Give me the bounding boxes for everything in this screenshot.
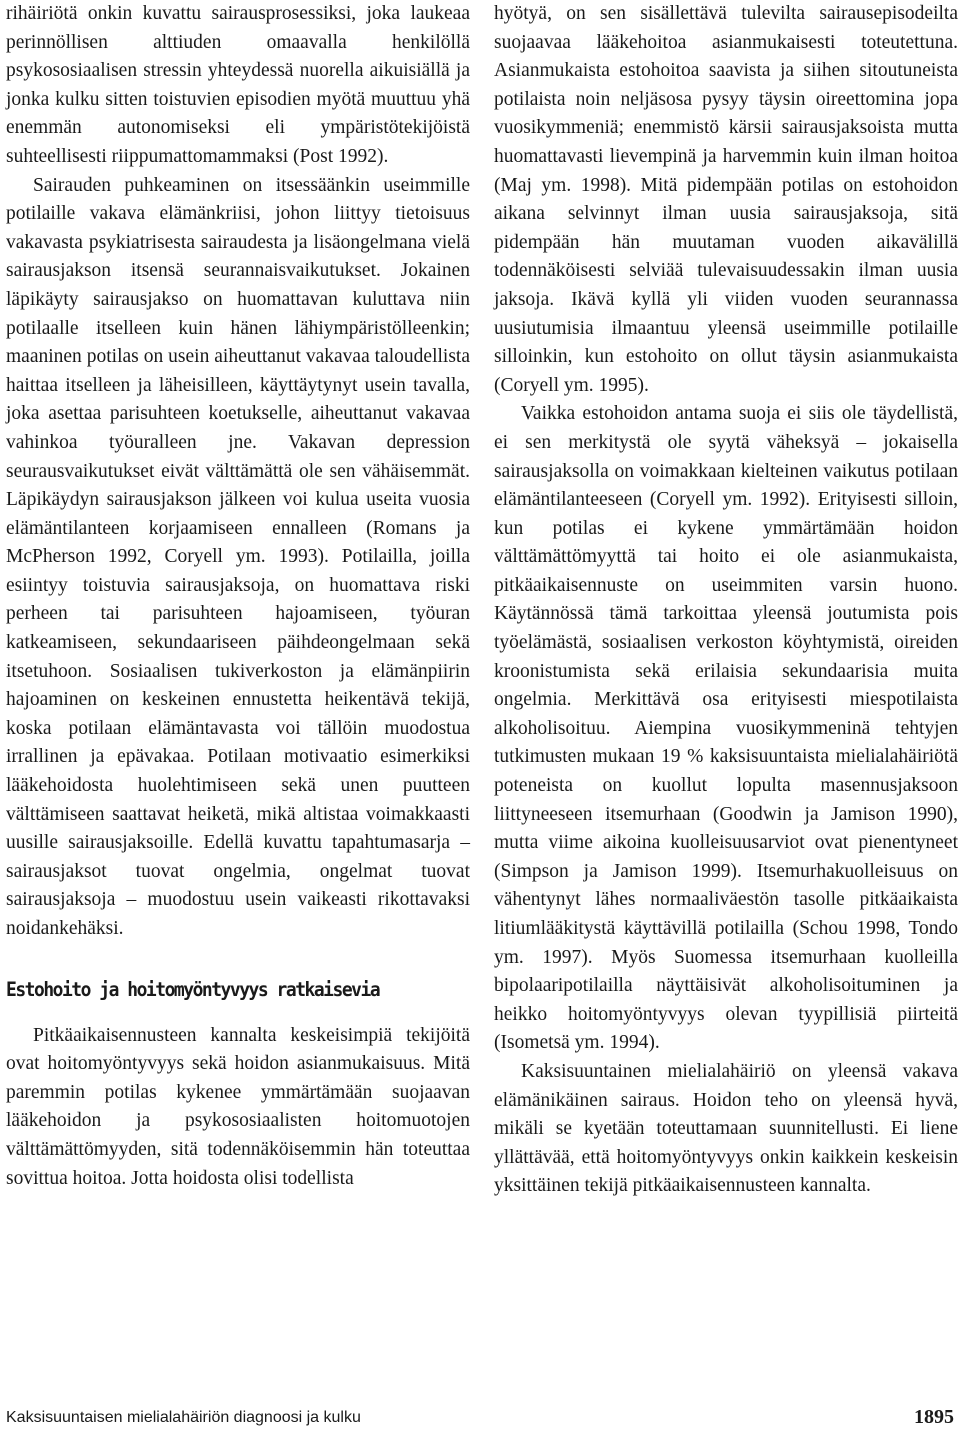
left-paragraph-3: Pitkäaikaisennusteen kannalta keskeisimpiä tekijöitä ovat hoitomyöntyvyys sekä hoidon asianmukaisuus. Mitä paremmin potilas kykenee ymmärtämään suojaavan lääkehoidon ja psykososiaalisten hoitomuotojen välttämättömyyden, sitä todennäköisemmin hän toteuttaa sovittua hoitoa. Jotta hoidosta olisi todellista — [6, 1024, 470, 1189]
left-paragraph-2: Sairauden puhkeaminen on itsessäänkin useimmille potilaille vakava elämänkriisi, johon liittyy tietoisuus vakavasta psykiatrisesta sairaudesta ja lisäongelmana vielä sairausjakson itsensä seurannaisvaikutukset. Jokainen läpikäyty sairausjakso on huomattavan kuluttava niin potilaalle itselleen kuin hänen lähiympäristölleenkin; maaninen potilas on usein aiheuttanut vakavaa taloudellista haittaa itselleen ja läheisilleen, käyttäytynyt usein tavalla, joka asettaa parisuhteen koetukselle, aiheuttanut vakavaa vahinkoa työuralleen jne. Vakavan depression seurausvaikutukset eivät välttämättä ole sen vähäisemmät. Läpikäydyn sairausjakson jälkeen voi kulua useita vuosia elämäntilanteen korjaamiseen ennalleen (Romans ja McPherson 1992, Coryell ym. 1993). Potilailla, joilla esiintyy toistuvia sairausjaksoja, on huomattava riski perheen tai parisuhteen hajoamiseen, työuran katkeamiseen, sekundaariseen päihdeongelmaan sekä itsetuhoon. Sosiaalisen tukiverkoston ja elämänpiirin hajoaminen on keskeinen ennustetta heikentävä tekijä, koska potilaan elämäntavasta voi tällöin muodostua irrallinen ja epävakaa. Potilaan motivaatio esimerkiksi lääkehoidosta huolehtimiseen sekä unen puutteen välttämiseen saattavat heiketä, mikä altistaa voimakkaasti uusille sairausjaksoille. Edellä kuvattu tapahtumasarja – sairausjaksot tuovat ongelmia, ongelmat tuovat sairausjaksoja – muodostuu usein vaikeasti rikottavaksi noidankehäksi. — [6, 174, 470, 939]
left-column — [6, 0, 470, 1193]
section-heading: Estohoito ja hoitomyöntyvyys ratkaisevia — [6, 977, 380, 1001]
right-paragraph-2: Vaikka estohoidon antama suoja ei siis ole täydellistä, ei sen merkitystä ole syytä väheksyä – jokaisella sairausjaksolla on voimakkaan kielteinen vaikutus potilaan elämäntilanteeseen (Coryell ym. 1992). Erityisesti silloin, kun potilas ei kykene ymmärtämään hoidon välttämättömyyttä tai hoito ei ole asianmukaista, pitkäaikaisennuste on useimmiten varsin huono. Käytännössä tämä tarkoittaa yleensä joutumista pois työelämästä, sosiaalisen verkoston köyhtymistä, oireiden kroonistumista sekä erilaisia sekundaarisia muita ongelmia. Merkittävä osa erityisesti miespotilaista alkoholisoituu. Aiempina vuosikymmeninä tehtyjen tutkimusten mukaan 19 % kaksisuuntaista mielialahäiriötä poteneista on kuollut lopulta masennusjaksoon liittyneeseen itsemurhaan (Goodwin ja Jamison 1990), mutta viime aikoina kuolleisuusarviot ovat pienentyneet (Simpson ja Jamison 1999). Itsemurhakuolleisuus on vähentynyt lähes normaaliväestön tasolle pitkäaikaista litiumlääkitystä käyttävillä potilailla (Schou 1998, Tondo ym. 1997). Myös Suomessa itsemurhaan kuolleilla bipolaaripotilailla näyttäisivät alkoholisoituminen ja heikko hoitomyöntyvyys olevan tyypillisiä piirteitä (Isometsä ym. 1994). — [494, 403, 958, 1054]
running-title: Kaksisuuntaisen mielialahäiriön diagnoosi ja kulku — [6, 1409, 361, 1426]
left-paragraph-1: rihäiriötä onkin kuvattu sairausprosessiksi, joka laukeaa perinnöllisen alttiuden omaavalla henkilöllä psykososiaalisen stressin yhteydessä nuorella aikuisiällä ja jonka kulku sitten toistuvien episodien myötä muuttuu yhä enemmän autonomiseksi eli ympäristötekijöistä suhteellisesti riippumattomammaksi (Post 1992). — [6, 3, 470, 167]
page-footer — [6, 1405, 954, 1429]
right-paragraph-3: Kaksisuuntainen mielialahäiriö on yleensä vakava elämänikäinen sairaus. Hoidon teho on yleensä hyvä, mikäli se kyetään toteuttamaan suunnitellusti. Ei liene yllättävää, että hoitomyöntyvyys onkin kaikkein keskeisin yksittäinen tekijä pitkäaikaisennusteen kannalta. — [494, 1060, 958, 1197]
right-column — [494, 0, 958, 1201]
page-number: 1895 — [914, 1406, 954, 1428]
right-paragraph-1: hyötyä, on sen sisällettävä tulevilta sairausepisodeilta suojaavaa lääkehoitoa asianmukaisesti toteutettuna. Asianmukaista estohoitoa saavista ja siihen sitoutuneista potilaista noin neljäsosa pysyy täysin oireettomina jopa vuosikymmeniä; enemmistö kärsii sairausjaksoista mutta huomattavasti lievempinä ja harvemmin kuin ilman hoitoa (Maj ym. 1998). Mitä pidempään potilas on estohoidon aikana selvinnyt ilman uusia sairausjaksoja, sitä pidempään hän muutaman vuoden aikavälillä todennäköisesti selviää tulevaisuudessakin ilman uusia jaksoja. Ikävä kyllä yli viiden vuoden seurannassa uusiutumisia ilmaantuu yleensä useimmille potilaille silloinkin, kun estohoito on ollut täysin asianmukaista (Coryell ym. 1995). — [494, 3, 958, 396]
